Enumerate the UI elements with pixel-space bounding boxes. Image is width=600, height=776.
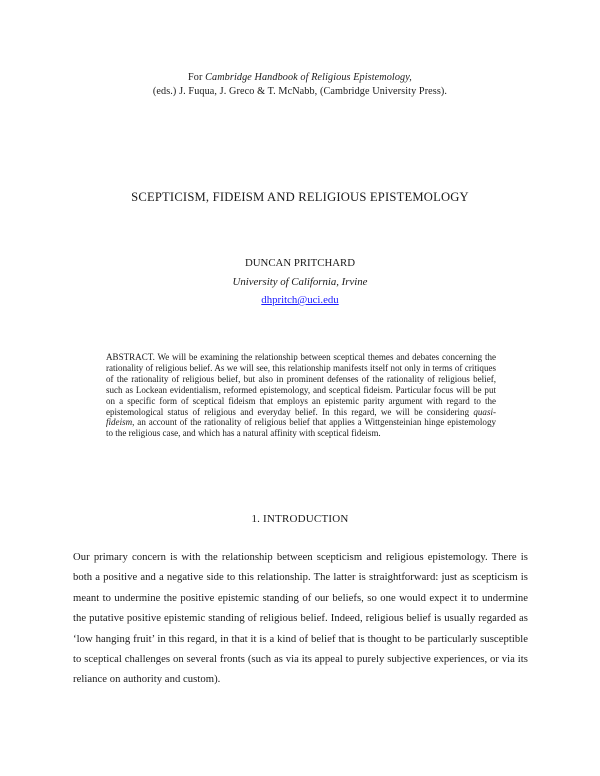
author-block: [0, 254, 600, 310]
abstract-term-quasi-fideism: quasi-fideism: [106, 406, 496, 428]
author-affiliation: University of California, Irvine: [232, 275, 368, 288]
section-heading-introduction: 1. INTRODUCTION: [251, 513, 349, 525]
publication-note-line-1: [0, 71, 600, 85]
publication-note: [0, 71, 600, 99]
paper-title: SCEPTICISM, FIDEISM AND RELIGIOUS EPISTEMOLOGY: [131, 190, 469, 204]
publication-note-line-2: (eds.) J. Fuqua, J. Greco & T. McNabb, (Cambridge University Press).: [152, 86, 448, 97]
abstract-text-part-1: ABSTRACT. We will be examining the relationship between sceptical themes and debates concerning the rationality of religious belief. As we will see, this relationship manifests itself not only in terms of critiques of the rationality of religious belief, but also in prominent defenses of the rationality of religious belief, such as Lockean evidentialism, reformed epistemology, and sceptical fideism. Particular focus will be put on a specific form of sceptical fideism that employs an epistemic parity argument with regard to the epistemological status of religious and everyday belief. In this regard, we will be considering: [106, 352, 496, 417]
publication-note-prefix: For: [188, 72, 203, 83]
body-paragraph-1: Our primary concern is with the relationship between scepticism and religious epistemology. There is both a positive and a negative side to this relationship. The latter is straightforward: just as scepticism is meant to undermine the positive epistemic standing of our beliefs, so one would expect it to undermine the putative positive epistemic standing of religious belief. Indeed, religious belief is usually regarded as ‘low hanging fruit’ in this regard, in that it is a kind of belief that is thought to be particularly susceptible to sceptical challenges on several fronts (such as via its appeal to purely subjective experiences, or via its reliance on authority and custom).: [73, 552, 528, 686]
author-email-link[interactable]: dhpritch@uci.edu: [261, 294, 339, 306]
abstract: [106, 352, 496, 439]
handbook-title: Cambridge Handbook of Religious Epistemology,: [205, 72, 412, 83]
abstract-text-part-2: , an account of the rationality of religious belief that applies a Wittgensteinian hinge epistemology to the religious case, and which has a natural affinity with sceptical fideism.: [106, 417, 496, 439]
author-name: DUNCAN PRITCHARD: [244, 257, 356, 269]
